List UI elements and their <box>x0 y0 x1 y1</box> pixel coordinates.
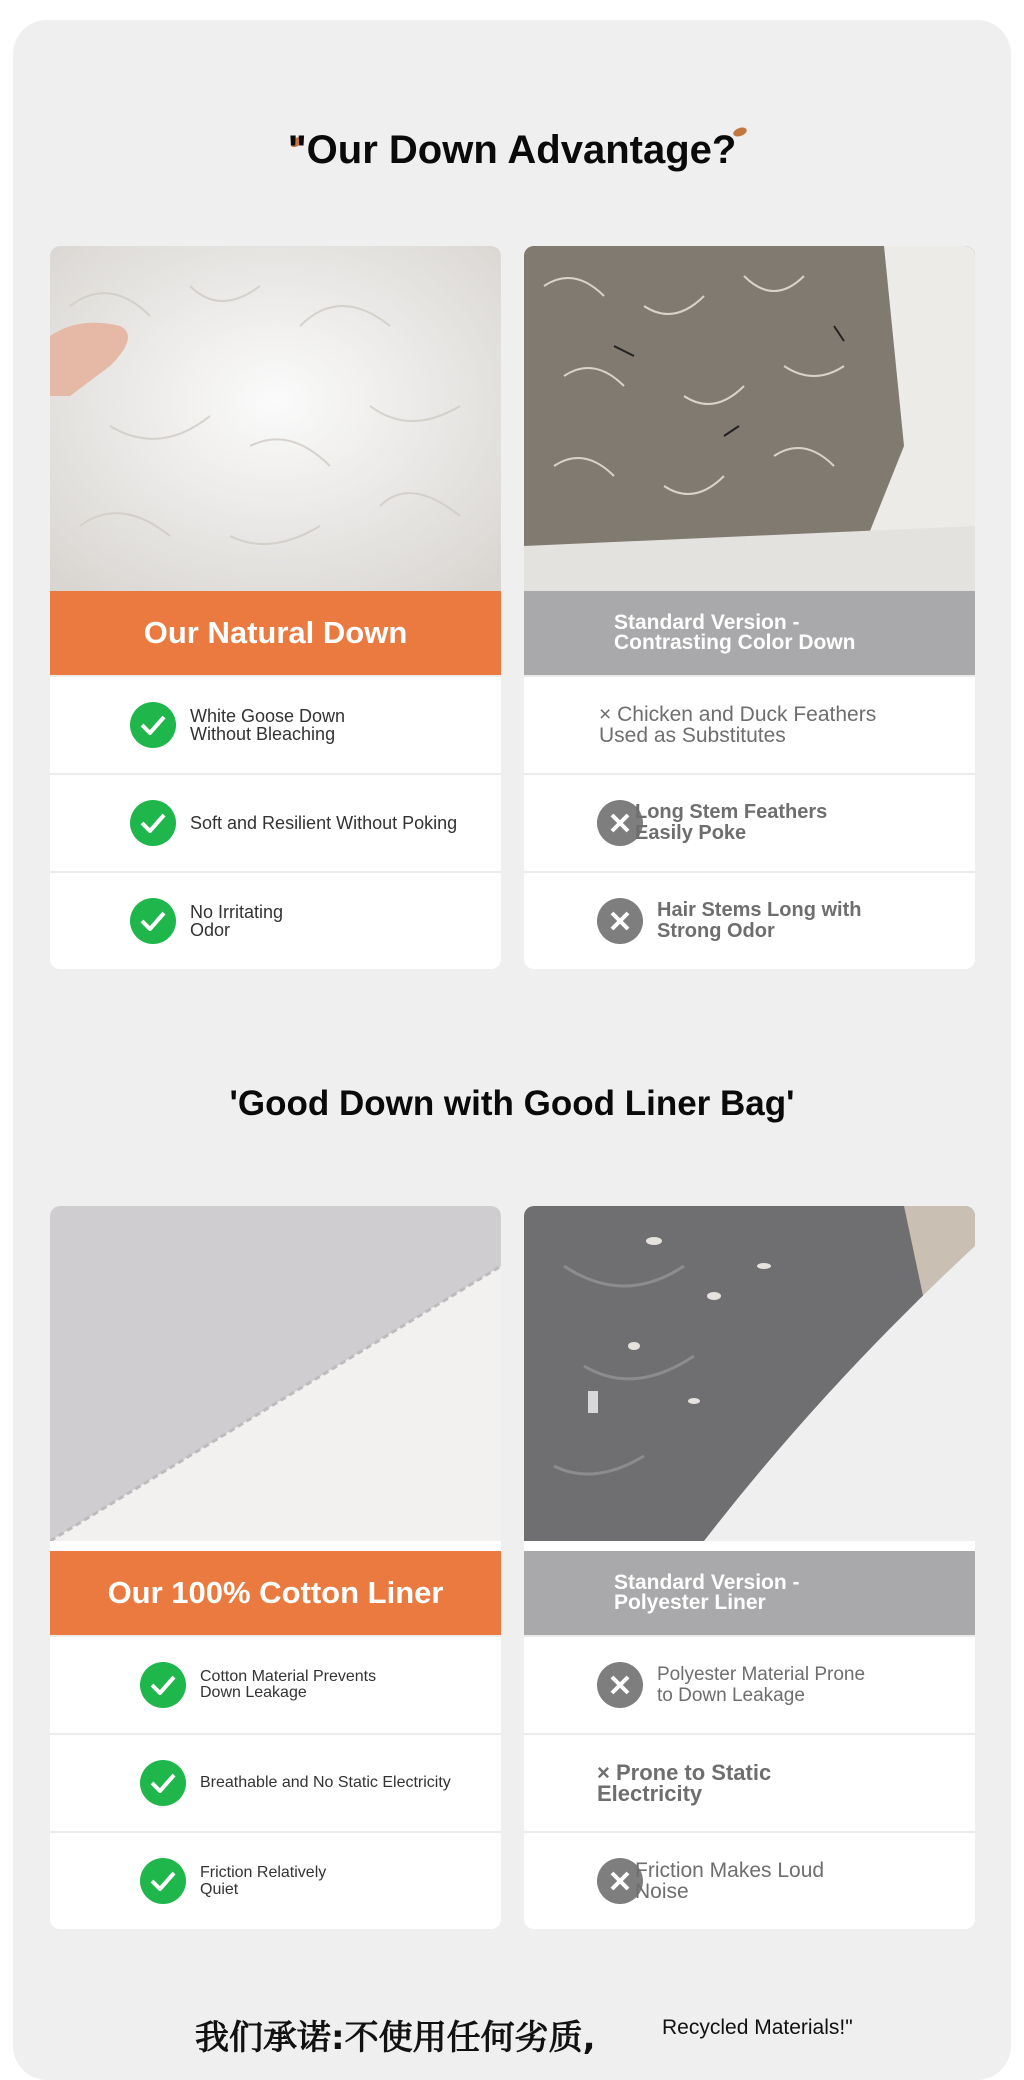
banner-label: Our Natural Down <box>143 615 408 650</box>
our-down-card <box>50 246 501 969</box>
item-label: Friction Makes Loud Noise <box>635 1859 825 1903</box>
list-item <box>50 1733 501 1831</box>
item-label: White Goose Down Without Bleaching <box>190 706 346 744</box>
banner-label: Our 100% Cotton Liner <box>107 1575 444 1610</box>
item-label: Breathable and No Static Electricity <box>200 1774 451 1791</box>
list-item <box>50 1635 501 1733</box>
item-label: Soft and Resilient Without Poking <box>190 813 458 833</box>
item-label: Cotton Material Prevents Down Leakage <box>200 1668 377 1701</box>
list-item <box>524 871 975 969</box>
check-circle-icon <box>140 1760 186 1806</box>
x-circle-icon <box>597 898 643 944</box>
list-item <box>50 675 501 773</box>
list-item <box>50 773 501 871</box>
list-item <box>524 1733 975 1831</box>
item-label: No Irritating Odor <box>190 902 284 940</box>
section-title-liner: 'Good Down with Good Liner Bag' <box>229 1084 795 1123</box>
banner-our-natural-down <box>50 591 501 675</box>
check-circle-icon <box>140 1662 186 1708</box>
section-title-down: "Our Down Advantage? <box>287 128 737 172</box>
promise-text-cn: 我们承诺:不使用任何劣质, <box>195 2018 596 2058</box>
banner-line-1: Standard Version - <box>614 1571 800 1594</box>
check-circle-icon <box>130 800 176 846</box>
list-item <box>524 1635 975 1733</box>
banner-our-cotton-liner <box>50 1551 501 1635</box>
mixed-feathers-photo <box>524 246 975 591</box>
check-circle-icon <box>140 1858 186 1904</box>
check-circle-icon <box>130 702 176 748</box>
item-label: × Chicken and Duck Feathers Used as Substitutes <box>599 703 877 747</box>
item-label: Long Stem Feathers Easily Poke <box>635 801 828 844</box>
item-label: Friction Relatively Quiet <box>200 1864 327 1898</box>
polyester-liner-photo <box>524 1206 975 1551</box>
cotton-liner-photo <box>50 1206 501 1551</box>
x-circle-icon <box>597 1662 643 1708</box>
list-item <box>50 1831 501 1929</box>
white-down-photo <box>50 246 501 591</box>
promise-text-en: Recycled Materials!" <box>662 2016 853 2039</box>
list-item <box>524 675 975 773</box>
list-item <box>50 871 501 969</box>
list-item <box>524 773 975 871</box>
banner-line-2: Polyester Liner <box>614 1591 766 1614</box>
banner-line-2: Contrasting Color Down <box>614 631 856 654</box>
item-label: Hair Stems Long with Strong Odor <box>657 899 862 942</box>
banner-standard-liner <box>524 1551 975 1635</box>
item-label: × Prone to Static Electricity <box>597 1760 772 1806</box>
item-label: Polyester Material Prone to Down Leakage <box>657 1664 866 1706</box>
our-liner-card <box>50 1206 501 1929</box>
list-item <box>524 1831 975 1929</box>
check-circle-icon <box>130 898 176 944</box>
banner-line-1: Standard Version - <box>614 611 800 634</box>
banner-standard-down <box>524 591 975 675</box>
standard-liner-card <box>524 1206 975 1929</box>
standard-down-card <box>524 246 975 969</box>
